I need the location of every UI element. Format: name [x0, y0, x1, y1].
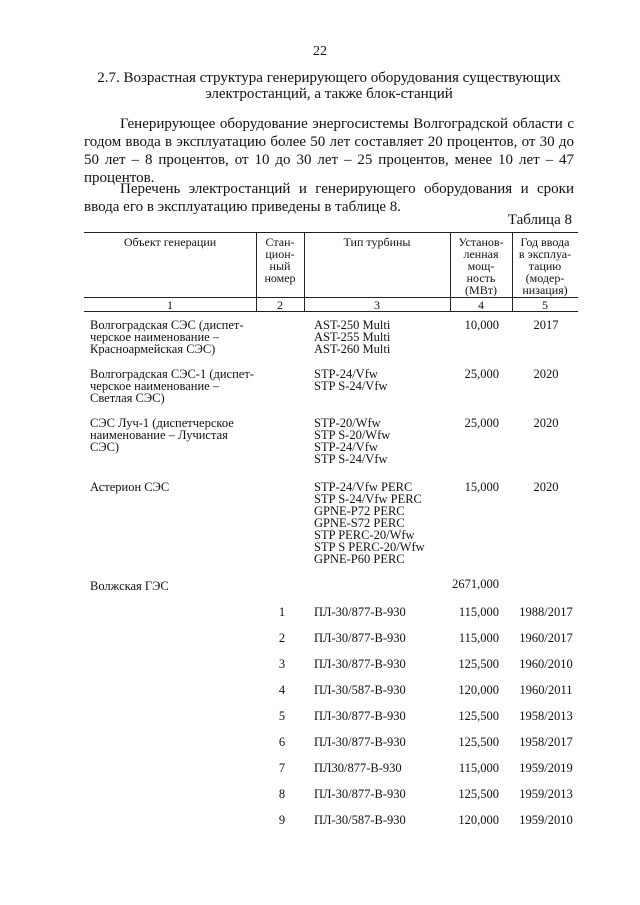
paragraph-table-reference: Перечень электростанций и генерирующего оборудования и сроки ввода его в эксплуатацию приведены в таблице 8.	[84, 181, 574, 215]
commission-year: 1959/2019	[519, 761, 573, 775]
commission-year: 1988/2017	[519, 605, 573, 619]
station-number: 8	[278, 787, 286, 801]
object-name: СЭС Луч-1 (диспетчерское наименование – Лучистая СЭС)	[90, 416, 234, 454]
header-object: Объект генерации	[123, 235, 217, 249]
turbine-type: ПЛ-30/587-В-930	[314, 683, 406, 697]
installed-power: 125,500	[458, 657, 499, 671]
section-title	[84, 70, 574, 102]
turbine-type: ПЛ-30/877-В-930	[314, 657, 406, 671]
page-number: 22	[313, 44, 327, 59]
installed-power: 15,000	[464, 480, 499, 494]
header-power: Установ- ленная мощ- ность (МВт)	[458, 235, 504, 297]
object-name: Волгоградская СЭС-1 (диспет- черское наименование – Светлая СЭС)	[90, 367, 254, 405]
turbine-type: ПЛ-30/877-В-930	[314, 735, 406, 749]
commission-year: 2020	[533, 416, 559, 430]
station-number: 1	[278, 605, 286, 619]
commission-year: 2017	[533, 318, 559, 332]
installed-power: 125,500	[458, 735, 499, 749]
turbine-type: ПЛ-30/877-В-930	[314, 605, 406, 619]
turbine-types: STP-24/Vfw PERC STP S-24/Vfw PERC GPNE-P72 PERC GPNE-S72 PERC STP PERC-20/Wfw STP S PERC-20/Wfw GPNE-P60 PERC	[314, 480, 425, 566]
column-number: 1	[167, 298, 173, 312]
station-number: 6	[278, 735, 286, 749]
commission-year: 1958/2017	[519, 735, 573, 749]
station-number: 7	[278, 761, 286, 775]
turbine-types: STP-24/Vfw STP S-24/Vfw	[314, 367, 388, 393]
commission-year: 1960/2011	[519, 683, 573, 697]
installed-power: 115,000	[458, 631, 499, 645]
installed-power: 120,000	[458, 683, 499, 697]
installed-power: 2671,000	[452, 577, 499, 591]
table-label: Таблица 8	[507, 212, 572, 228]
station-number: 5	[278, 709, 286, 723]
installed-power: 125,500	[458, 787, 499, 801]
installed-power: 25,000	[464, 367, 499, 381]
table-header	[84, 232, 578, 312]
turbine-type: ПЛ-30/877-В-930	[314, 631, 406, 645]
commission-year: 2020	[533, 367, 559, 381]
header-station: Стан- цион- ный номер	[264, 235, 296, 285]
commission-year: 1960/2017	[519, 631, 573, 645]
turbine-types: AST-250 Multi AST-255 Multi AST-260 Multi	[314, 318, 391, 356]
turbine-type: ПЛ-30/877-В-930	[314, 787, 406, 801]
header-year: Год ввода в эксплуа- тацию (модер- низация)	[518, 235, 572, 297]
column-number: 2	[277, 298, 283, 312]
section-title-line: электростанций, а также блок-станций	[205, 86, 453, 102]
column-number: 4	[478, 298, 484, 312]
turbine-type: ПЛ30/877-В-930	[314, 761, 402, 775]
column-number: 5	[542, 298, 548, 312]
commission-year: 1959/2010	[519, 813, 573, 827]
turbine-type: ПЛ-30/587-В-930	[314, 813, 406, 827]
station-number: 2	[278, 631, 286, 645]
header-turbine: Тип турбины	[343, 235, 411, 249]
table-border-top	[84, 232, 578, 233]
station-number: 9	[278, 813, 286, 827]
paragraph-age-structure: Генерирующее оборудование энергосистемы Волгоградской области с годом ввода в эксплуатацию более 50 лет составляет 20 процентов, от 30 до 50 лет – 8 процентов, от 10 до 30 лет – 25 процентов, менее 10 лет – 47 процентов.	[84, 116, 574, 186]
installed-power: 25,000	[464, 416, 499, 430]
installed-power: 10,000	[464, 318, 499, 332]
section-title-line: 2.7. Возрастная структура генерирующего оборудования существующих	[97, 70, 561, 86]
installed-power: 125,500	[458, 709, 499, 723]
turbine-types: STP-20/Wfw STP S-20/Wfw STP-24/Vfw STP S-24/Vfw	[314, 416, 391, 466]
station-number: 3	[278, 657, 286, 671]
installed-power: 115,000	[458, 761, 499, 775]
station-number: 4	[278, 683, 286, 697]
installed-power: 120,000	[458, 813, 499, 827]
installed-power: 115,000	[458, 605, 499, 619]
commission-year: 1960/2010	[519, 657, 573, 671]
commission-year: 1959/2013	[519, 787, 573, 801]
object-name: Астерион СЭС	[90, 480, 170, 494]
turbine-type: ПЛ-30/877-В-930	[314, 709, 406, 723]
commission-year: 2020	[533, 480, 559, 494]
column-number: 3	[374, 298, 380, 312]
object-name: Волжская ГЭС	[90, 579, 169, 593]
commission-year: 1958/2013	[519, 709, 573, 723]
object-name: Волгоградская СЭС (диспет- черское наименование – Красноармейская СЭС)	[90, 318, 244, 356]
